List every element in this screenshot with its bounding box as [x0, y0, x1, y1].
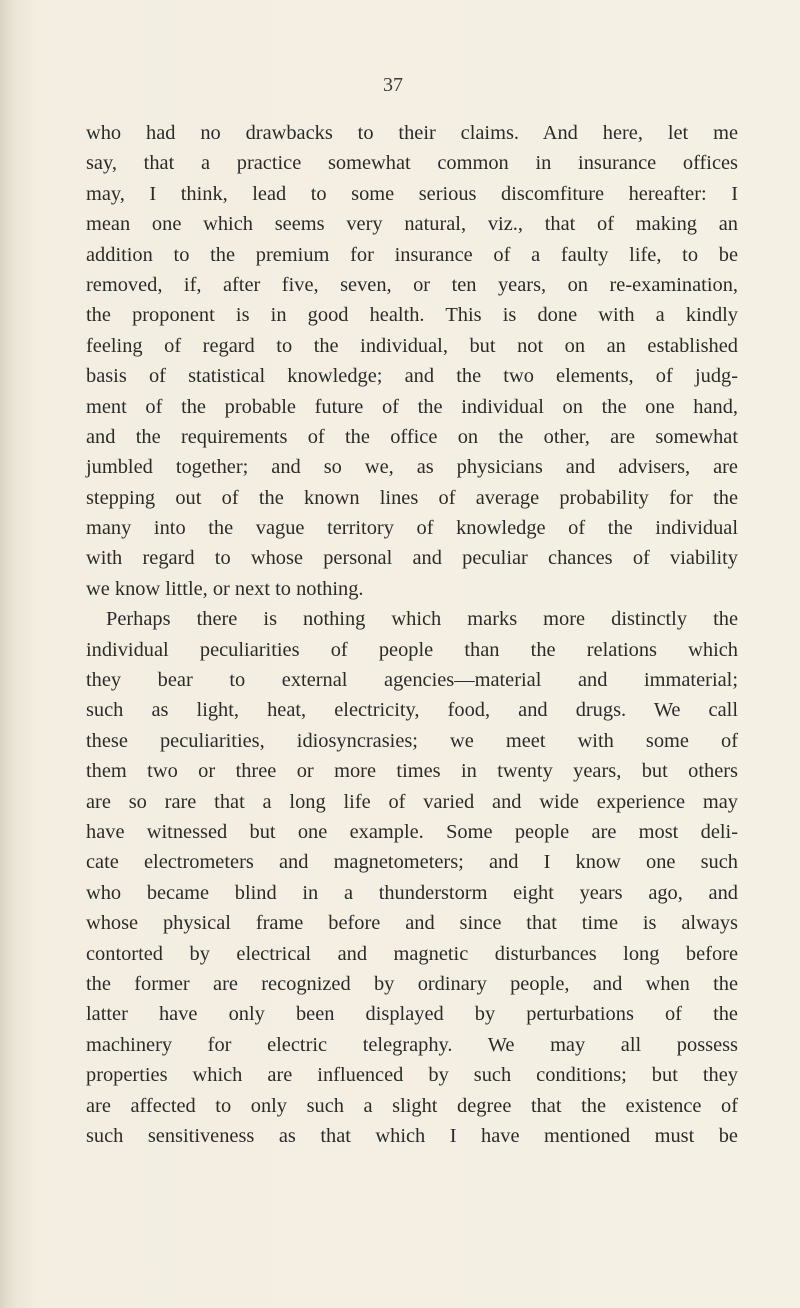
text-line: are so rare that a long life of varied and wide experience may [86, 790, 738, 813]
text-line: machinery for electric telegraphy. We may all possess [86, 1033, 738, 1056]
text-line: who became blind in a thunderstorm eight years ago, and [86, 881, 738, 904]
text-line: say, that a practice somewhat common in insurance offices [86, 152, 738, 175]
text-line: basis of statistical knowledge; and the two elements, of judg- [86, 365, 738, 388]
body-text [86, 118, 738, 1151]
text-line: such as light, heat, electricity, food, and drugs. We call [86, 699, 738, 722]
page-number: 37 [383, 74, 403, 96]
text-line: jumbled together; and so we, as physicians and advisers, are [86, 456, 738, 479]
text-line-paragraph-end: we know little, or next to nothing. [86, 577, 364, 600]
text-line: contorted by electrical and magnetic disturbances long before [86, 942, 738, 965]
text-line: latter have only been displayed by perturbations of the [86, 1003, 738, 1026]
text-line: may, I think, lead to some serious discomfiture hereafter: I [86, 182, 738, 205]
text-line: feeling of regard to the individual, but not on an established [86, 334, 738, 357]
text-line: whose physical frame before and since that time is always [86, 912, 738, 935]
text-line: the proponent is in good health. This is done with a kindly [86, 304, 738, 327]
text-line: with regard to whose personal and peculiar chances of viability [86, 547, 738, 570]
text-line: individual peculiarities of people than the relations which [86, 638, 738, 661]
text-line: many into the vague territory of knowledge of the individual [86, 517, 738, 540]
text-line: such sensitiveness as that which I have mentioned must be [86, 1124, 738, 1147]
text-line: they bear to external agencies—material and immaterial; [86, 669, 738, 692]
text-line: these peculiarities, idiosyncrasies; we meet with some of [86, 729, 738, 752]
text-line: cate electrometers and magnetometers; and I know one such [86, 851, 738, 874]
text-line: properties which are influenced by such conditions; but they [86, 1064, 738, 1087]
text-line: stepping out of the known lines of average probability for the [86, 486, 738, 509]
text-line: them two or three or more times in twenty years, but others [86, 760, 738, 783]
text-line: have witnessed but one example. Some people are most deli- [86, 820, 738, 843]
text-line: mean one which seems very natural, viz., that of making an [86, 213, 738, 236]
text-line: are affected to only such a slight degree that the existence of [86, 1094, 738, 1117]
text-line: removed, if, after five, seven, or ten years, on re-examination, [86, 273, 738, 296]
text-line-paragraph-start: Perhaps there is nothing which marks more distinctly the [106, 608, 738, 631]
text-line: and the requirements of the office on the other, are somewhat [86, 425, 738, 448]
text-line: the former are recognized by ordinary people, and when the [86, 972, 738, 995]
text-line: ment of the probable future of the individual on the one hand, [86, 395, 738, 418]
text-line: who had no drawbacks to their claims. And here, let me [86, 122, 738, 144]
text-line: addition to the premium for insurance of a faulty life, to be [86, 243, 738, 266]
